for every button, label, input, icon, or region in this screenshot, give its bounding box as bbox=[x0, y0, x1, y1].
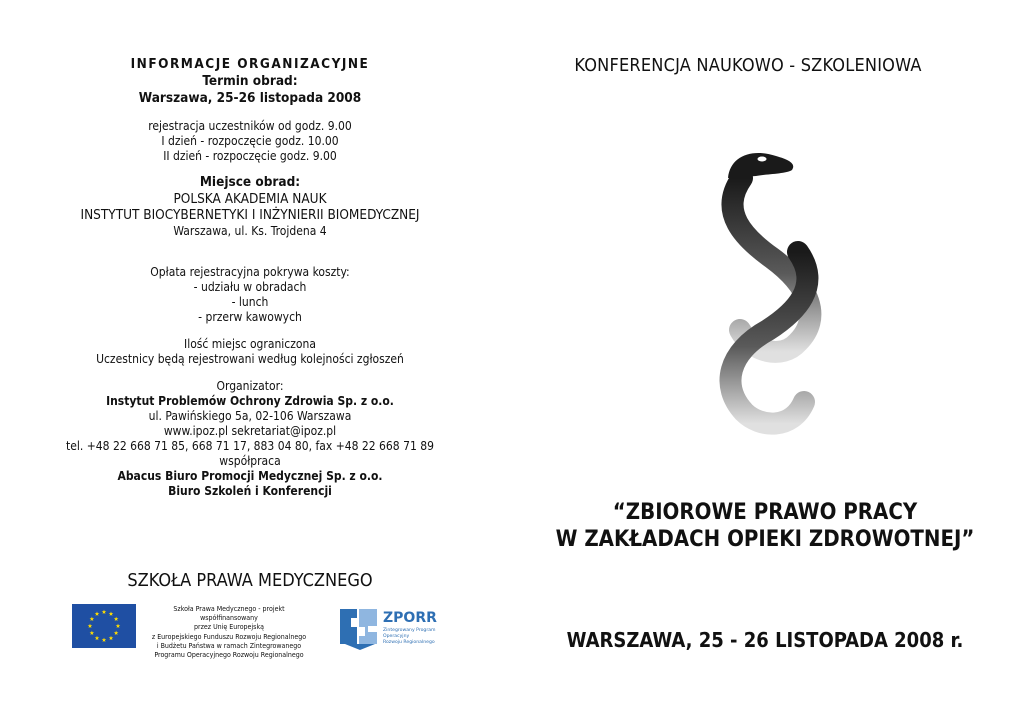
organizer-label: Organizator: bbox=[216, 379, 284, 394]
funding-line: Szkoła Prawa Medycznego - projekt współfinansowany bbox=[173, 605, 285, 623]
funding-line: z Europejskiego Funduszu Rozwoju Regionalnego bbox=[151, 632, 307, 641]
cooperation-label: współpraca bbox=[219, 454, 281, 469]
title-line: “ZBIOROWE PRAWO PRACY bbox=[612, 500, 918, 525]
schedule-line: I dzień - rozpoczęcie godz. 10.00 bbox=[161, 133, 339, 148]
funding-line: Programu Operacyjnego Rozwoju Regionalnego bbox=[154, 651, 304, 660]
venue-line: POLSKA AKADEMIA NAUK bbox=[173, 190, 327, 207]
venue-address: Warszawa, ul. Ks. Trojdena 4 bbox=[173, 224, 327, 239]
fee-line: - udziału w obradach bbox=[193, 280, 307, 295]
schedule-line: II dzień - rozpoczęcie godz. 9.00 bbox=[163, 148, 337, 163]
funding-line: i Budżetu Państwa w ramach Zintegrowanego bbox=[156, 641, 302, 650]
zporr-title: ZPORR bbox=[383, 610, 437, 626]
info-title: INFORMACJE ORGANIZACYJNE bbox=[130, 56, 370, 72]
fee-line: Opłata rejestracyjna pokrywa koszty: bbox=[150, 265, 350, 280]
title-line: W ZAKŁADACH OPIEKI ZDROWOTNEJ” bbox=[555, 526, 975, 552]
serpent-section-sign-icon bbox=[700, 140, 840, 440]
zporr-logo-icon bbox=[337, 603, 447, 651]
organizer-address: ul. Pawińskiego 5a, 02-106 Warszawa bbox=[148, 409, 352, 424]
funding-strip bbox=[72, 603, 452, 660]
organizer-name: Instytut Problemów Ochrony Zdrowia Sp. z o.o. bbox=[106, 394, 394, 409]
zporr-line: Rozwoju Regionalnego bbox=[383, 640, 435, 645]
termin-label: Termin obrad: bbox=[202, 72, 298, 89]
partner-line: Biuro Szkoleń i Konferencji bbox=[168, 484, 332, 499]
conference-type: KONFERENCJA NAUKOWO - SZKOLENIOWA bbox=[574, 55, 922, 76]
schedule-line: rejestracja uczestników od godz. 9.00 bbox=[148, 118, 352, 133]
organizer-web: www.ipoz.pl sekretariat@ipoz.pl bbox=[163, 424, 337, 439]
partner-line: Abacus Biuro Promocji Medycznej Sp. z o.o. bbox=[117, 469, 383, 484]
eu-flag-icon bbox=[72, 604, 136, 648]
funding-text bbox=[144, 605, 314, 660]
venue-label: Miejsce obrad: bbox=[199, 173, 301, 190]
fee-line: - lunch bbox=[231, 295, 269, 310]
fee-line: - przerw kawowych bbox=[198, 310, 302, 325]
school-title: SZKOŁA PRAWA MEDYCZNEGO bbox=[127, 570, 373, 591]
organizational-info-panel bbox=[50, 56, 450, 499]
termin-value: Warszawa, 25-26 listopada 2008 bbox=[138, 89, 362, 106]
venue-line: INSTYTUT BIOCYBERNETYKI I INŻYNIERII BIOMEDYCZNEJ bbox=[80, 207, 420, 224]
zporr-line: Zintegrowany Program bbox=[383, 628, 436, 633]
date-line: WARSZAWA, 25 - 26 LISTOPADA 2008 r. bbox=[566, 628, 964, 652]
organizer-phone: tel. +48 22 668 71 85, 668 71 17, 883 04 80, fax +48 22 668 71 89 bbox=[66, 439, 434, 454]
zporr-line: Operacyjny bbox=[383, 634, 410, 639]
limit-line: Ilość miejsc ograniczona bbox=[184, 337, 316, 352]
limit-line: Uczestnicy będą rejestrowani według kolejności zgłoszeń bbox=[96, 352, 404, 367]
conference-title bbox=[520, 500, 1010, 554]
funding-line: przez Unię Europejską bbox=[194, 623, 264, 632]
